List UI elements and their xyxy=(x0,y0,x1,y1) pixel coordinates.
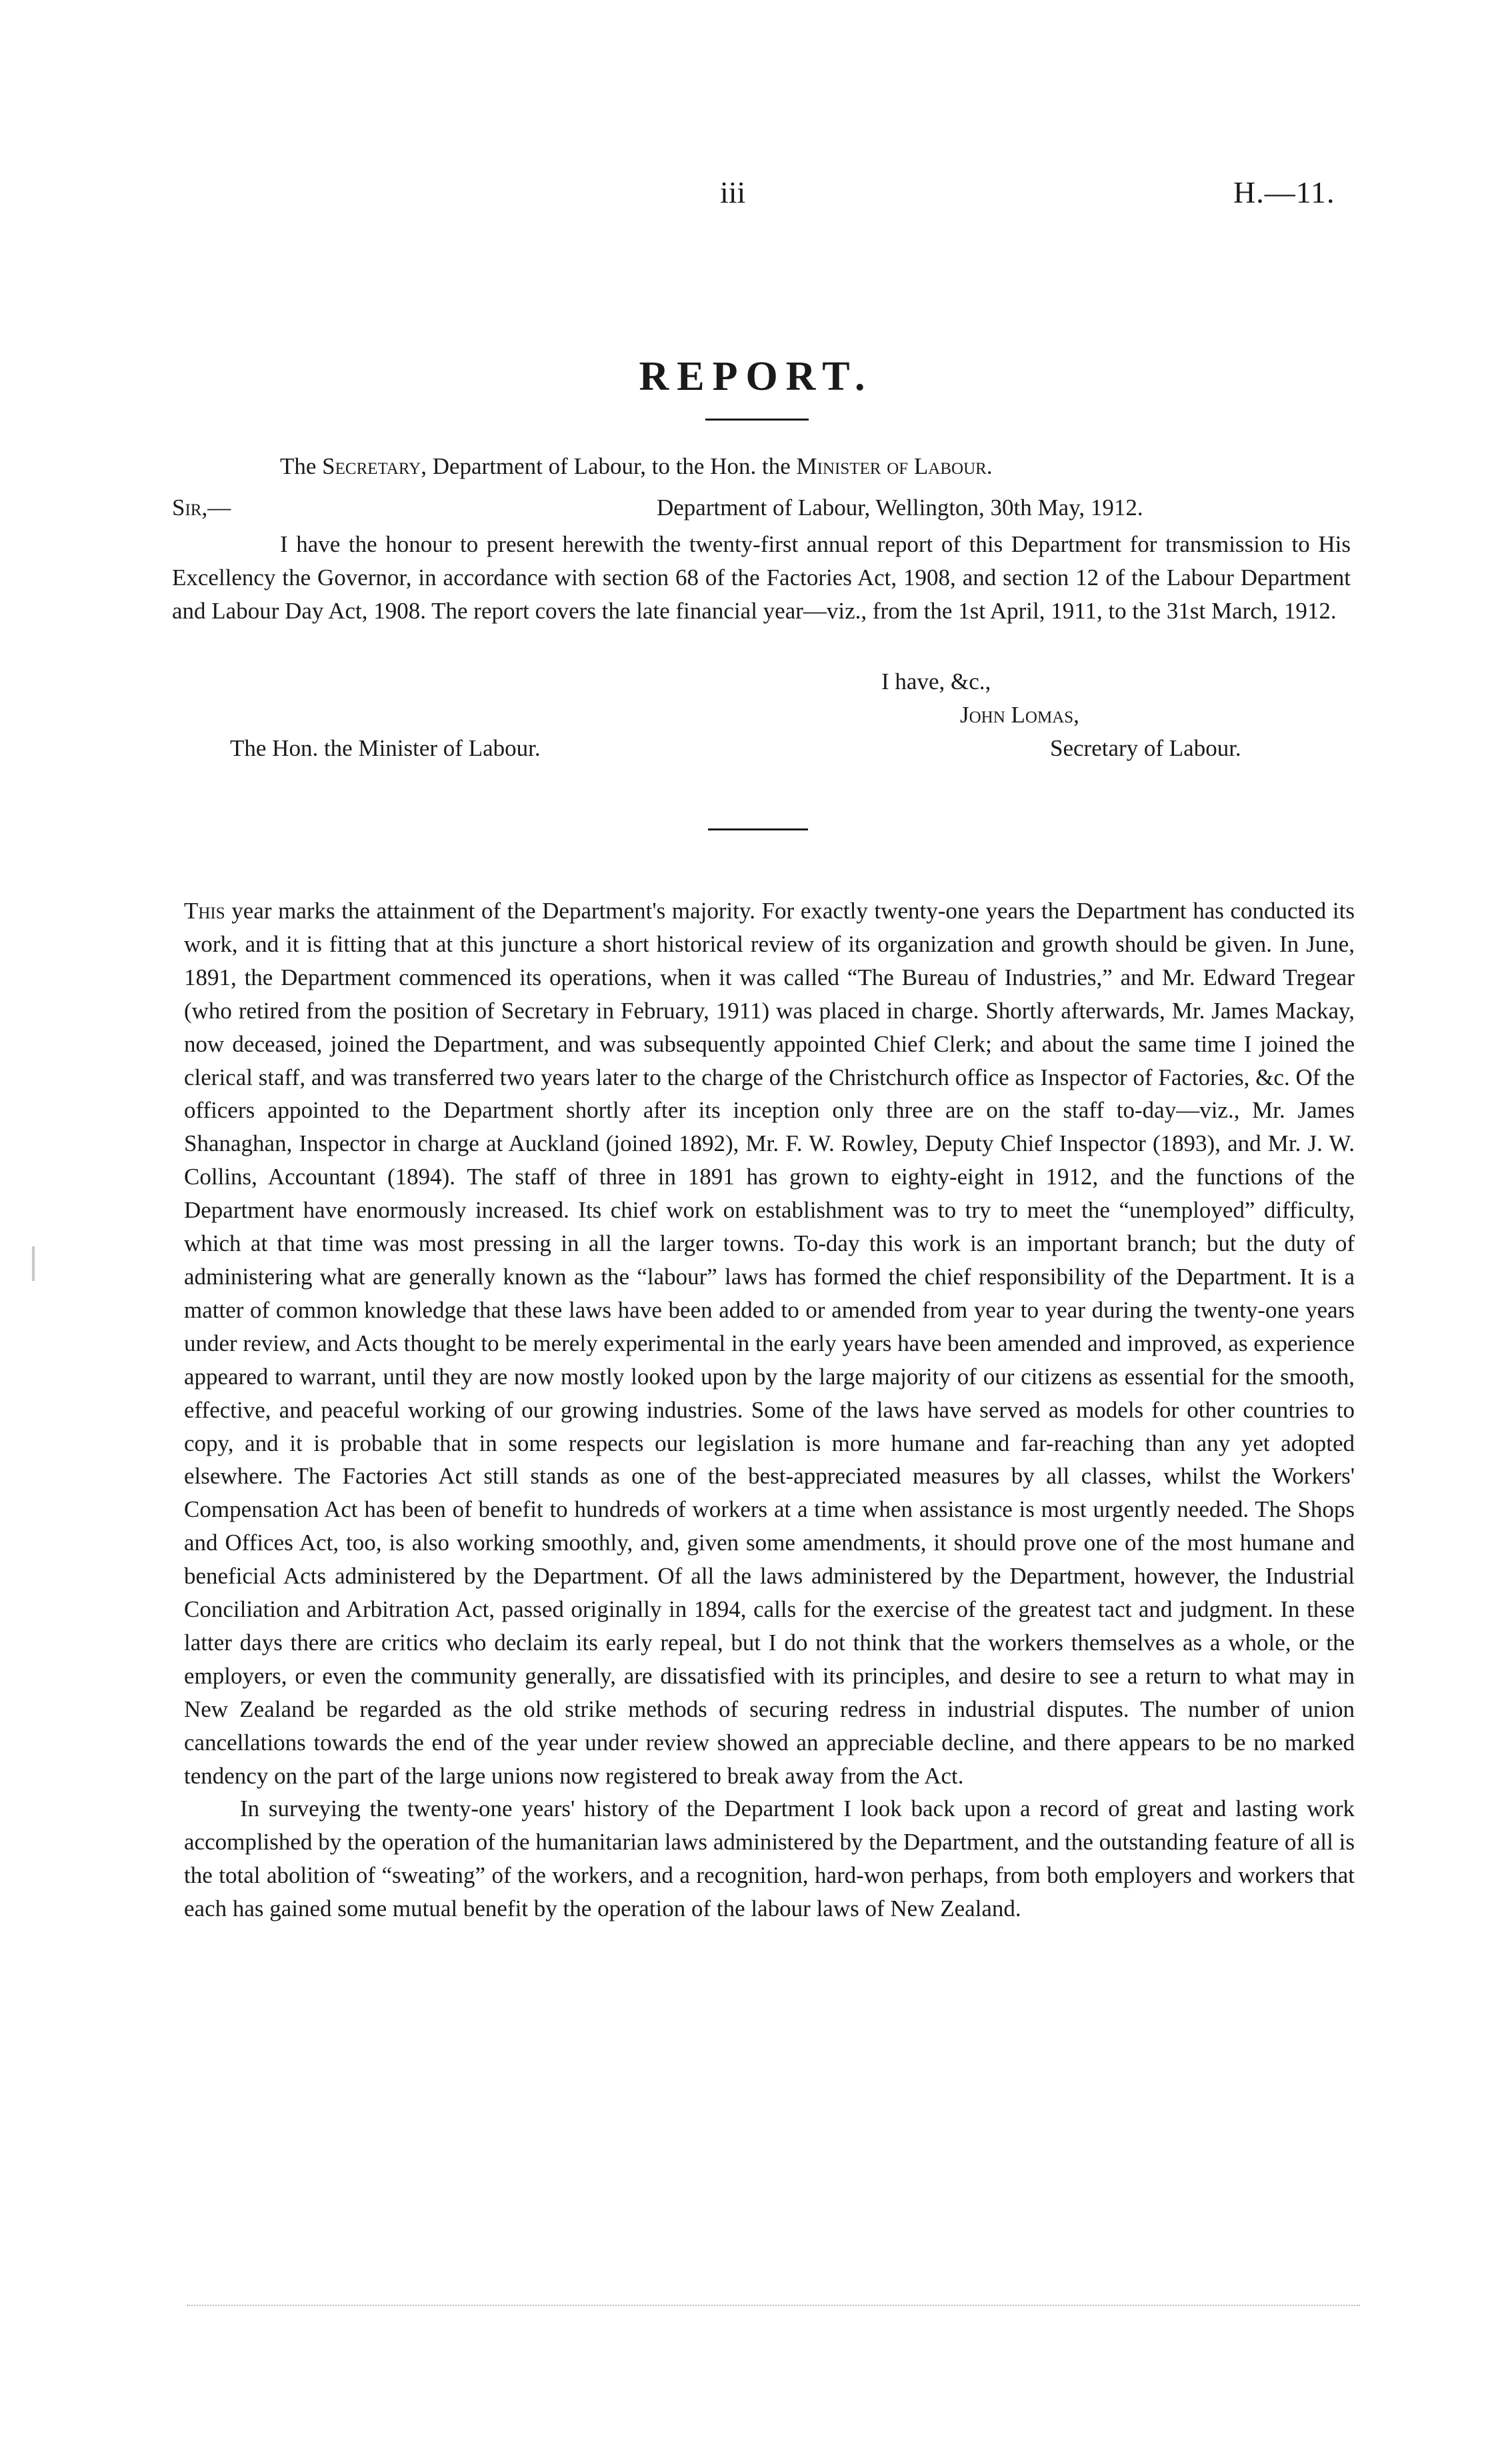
essay-lead-word: This xyxy=(184,898,225,924)
essay-paragraph-1 xyxy=(184,894,1355,1792)
letter-addressing xyxy=(280,453,993,480)
report-title: REPORT. xyxy=(639,354,873,399)
page-number: iii xyxy=(720,175,746,209)
letter-signatory: John Lomas, xyxy=(960,702,1079,728)
essay-paragraph-2: In surveying the twenty-one years' history of the Department I look back upon a record of great and lasting work accomplished by the operation of the humanitarian laws administered by the Department, and the outstanding feature of all is the total abolition of “sweating” of the workers, and a recognition, hard-won perhaps, from both employers and workers that each has gained some mutual benefit by the operation of the labour laws of New Zealand. xyxy=(184,1796,1355,1922)
letter-dateline: Department of Labour, Wellington, 30th May, 1912. xyxy=(657,495,1143,521)
essay-paragraph-1-text: year marks the attainment of the Department's majority. For exactly twenty-one years the Department has conducted its work, and it is fitting that at this juncture a short historical review of its organization and growth should be given. In June, 1891, the Department commenced its operations, when it was called “The Bureau of Industries,” and Mr. Edward Tregear (who retired from the position of Secretary in February, 1911) was placed in charge. Shortly afterwards, Mr. James Mackay, now deceased, joined the Department, and was subsequently appointed Chief Clerk; and about the same time I joined the clerical staff, and was transferred two years later to the charge of the Christchurch office as Inspector of Factories, &c. Of the officers appointed to the Department shortly after its inception only three are on the staff to-day—viz., Mr. James Shanaghan, Inspector in charge at Auckland (joined 1892), Mr. F. W. Rowley, Deputy Chief Inspector (1893), and Mr. J. W. Collins, Accountant (1894). The staff of three in 1891 has grown to eighty-eight in 1912, and the functions of the Department have enormously increased. Its chief work on establishment was to try to meet the “unemployed” difficulty, which at that time was most pressing in all the larger towns. To-day this work is an important branch; but the duty of administering what are generally known as the “labour” laws has formed the chief responsibility of the Department. It is a matter of common knowledge that these laws have been added to or amended from year to year during the twenty-one years under review, and Acts thought to be merely experimental in the early years have been amended and improved, as experience appeared to warrant, until they are now mostly looked upon by the large majority of our citizens as essential for the smooth, effective, and peaceful working of our growing industries. Some of the laws have served as models for other countries to copy, and it is probable that in some respects our legislation is more humane and far-reaching than any yet adopted elsewhere. The Factories Act still stands as one of the best-appreciated measures by all classes, whilst the Workers' Compensation Act has been of benefit to hundreds of workers at a time when assistance is most urgently needed. The Shops and Offices Act, too, is also working smoothly, and, given some amendments, it should prove one of the most humane and beneficial Acts administered by the Department. Of all the laws administered by the Department, however, the Industrial Conciliation and Arbitration Act, passed originally in 1894, calls for the exercise of the greatest tact and judgment. In these latter days there are critics who declaim its early repeal, but I do not think that the workers themselves as a whole, or the employers, or even the community generally, are dissatisfied with its principles, and desire to see a return to what may in New Zealand be regarded as the old strike methods of securing redress in industrial disputes. The number of union cancellations towards the end of the year under review showed an appreciable decline, and there appears to be no marked tendency on the part of the large unions now registered to break away from the Act. xyxy=(184,898,1355,1789)
title-divider xyxy=(705,419,809,421)
historical-review xyxy=(184,894,1355,1925)
letter-closing: I have, &c., xyxy=(881,668,991,694)
letter-salutation: Sir,— xyxy=(172,495,231,521)
addressing-from: Secretary xyxy=(322,453,421,479)
margin-mark xyxy=(32,1246,35,1281)
footer-dotted-rule xyxy=(187,2305,1360,2309)
addressing-to: Minister of Labour xyxy=(796,453,987,479)
addressing-pre: The xyxy=(280,453,323,479)
addressing-mid: , Department of Labour, to the Hon. the xyxy=(421,453,797,479)
section-divider xyxy=(708,828,808,830)
letter-addressee: The Hon. the Minister of Labour. xyxy=(230,735,541,761)
letter-body xyxy=(172,528,1351,628)
letter-signatory-title: Secretary of Labour. xyxy=(1050,735,1241,761)
addressing-post: . xyxy=(986,453,993,479)
document-reference: H.—11. xyxy=(1233,175,1335,209)
letter-body-paragraph: I have the honour to present herewith the twenty-first annual report of this Department for transmission to His Excellency the Governor, in accordance with section 68 of the Factories Act, 1908, and section 12 of the Labour Department and Labour Day Act, 1908. The report covers the late financial year—viz., from the 1st April, 1911, to the 31st March, 1912. xyxy=(172,531,1351,624)
